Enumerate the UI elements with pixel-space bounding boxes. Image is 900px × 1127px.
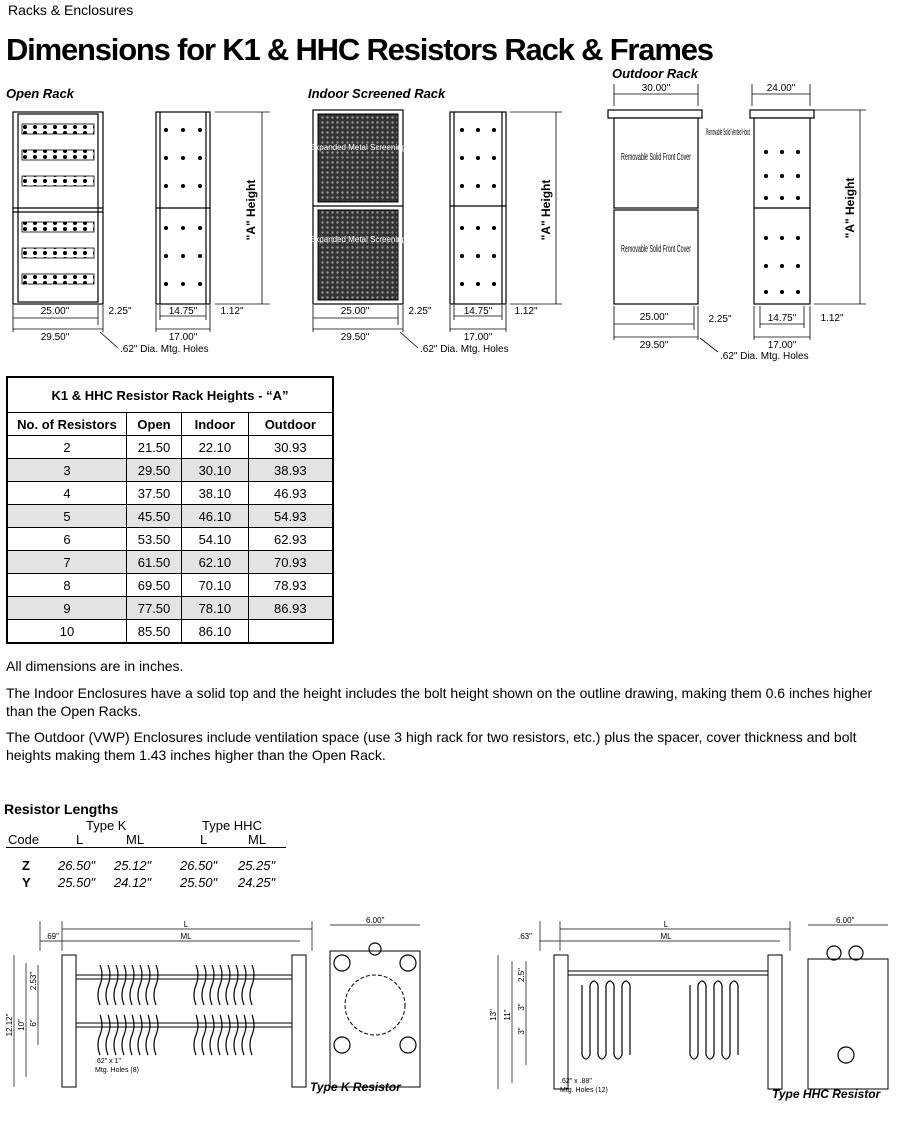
open-width-inner: 25.00" — [40, 306, 70, 317]
hhc-h2: 11" — [503, 1009, 512, 1021]
cell: 62.93 — [248, 528, 333, 551]
k-h3: 2.53" — [29, 971, 38, 991]
outdoor-edge: 2.25" — [708, 314, 732, 325]
outdoor-depth-outer: 17.00" — [767, 340, 797, 351]
cell: 86.10 — [182, 620, 249, 644]
outdoor-depth: 24.00" — [766, 83, 796, 94]
open-depth-edge: 1.12" — [220, 306, 244, 317]
note-units: All dimensions are in inches. — [6, 658, 184, 674]
type-hhc-drawing — [490, 915, 898, 1110]
cell: 38.93 — [248, 459, 333, 482]
cell: 38.10 — [182, 482, 249, 505]
k-L: L — [183, 920, 189, 929]
cell: 7 — [7, 551, 127, 574]
table-row — [7, 574, 333, 597]
hhc-h3: 2.5" — [517, 968, 526, 982]
cell: 10 — [7, 620, 127, 644]
cell: 2 — [7, 436, 127, 459]
y-h-l: 25.50" — [180, 875, 218, 890]
indoor-screen-label-2: Expanded Metal Screening — [309, 235, 407, 244]
cell: 9 — [7, 597, 127, 620]
k-width: 6.00" — [366, 916, 385, 925]
note-indoor: The Indoor Enclosures have a solid top and the height includes the bolt height shown on the outline drawing, making them 0.6 inches higher than the Open Racks. — [6, 685, 873, 719]
z-k-ml: 25.12" — [114, 858, 152, 873]
h-ml-header: ML — [248, 832, 267, 847]
page-title: Dimensions for K1 & HHC Resistors Rack & Frames — [6, 32, 713, 67]
indoor-screen-label-1: Expanded Metal Screening — [309, 143, 407, 152]
indoor-rack-label: Indoor Screened Rack — [308, 86, 446, 101]
hhc-h5: 3" — [517, 1027, 526, 1035]
table-row — [7, 551, 333, 574]
type-hhc-header: Type HHC — [202, 818, 262, 833]
outdoor-rack-label: Outdoor Rack — [612, 66, 698, 81]
cell: 8 — [7, 574, 127, 597]
note-outdoor: The Outdoor (VWP) Enclosures include ventilation space (use 3 high rack for two resistors, etc.) plus the spacer, cover thickness and bolt heights making them 1.43 inches higher than the Open Rack. — [6, 729, 857, 763]
cell: 77.50 — [127, 597, 182, 620]
open-edge: 2.25" — [108, 306, 132, 317]
cell: 30.93 — [248, 436, 333, 459]
hhc-left-off: .63" — [518, 932, 532, 941]
table-caption: K1 & HHC Resistor Rack Heights - “A” — [7, 377, 333, 413]
outdoor-cover-label-2: Removable Solid Front Cover — [621, 244, 692, 255]
indoor-height-label: "A" Height — [539, 179, 553, 241]
cell: 85.50 — [127, 620, 182, 644]
table-row — [7, 459, 333, 482]
indoor-holes: .62" Dia. Mtg. Holes — [420, 344, 509, 355]
indoor-rack-diagram — [300, 100, 600, 360]
table-row — [7, 505, 333, 528]
h-l-header: L — [200, 832, 208, 847]
header-outdoor: Outdoor — [248, 413, 333, 436]
open-depth-outer: 17.00" — [168, 332, 198, 343]
k-holes2: Mtg. Holes (8) — [95, 1067, 139, 1074]
k-left-off: .69" — [45, 932, 59, 941]
table-row — [7, 597, 333, 620]
outdoor-width-outer: 29.50" — [639, 340, 669, 351]
type-hhc-caption: Type HHC Resistor — [772, 1087, 881, 1101]
cell: 37.50 — [127, 482, 182, 505]
table-row — [7, 528, 333, 551]
hhc-h1: 13" — [489, 1009, 498, 1021]
k-h1: 12.12" — [5, 1013, 14, 1037]
outdoor-hood-label: Removable Solid Vented Hood — [706, 127, 750, 137]
hhc-holes1: .62" x .88" — [560, 1078, 592, 1085]
hhc-h4: 3" — [517, 1003, 526, 1011]
outdoor-width: 30.00" — [641, 83, 671, 94]
cell — [248, 620, 333, 644]
y-k-l: 25.50" — [58, 875, 96, 890]
cell: 86.93 — [248, 597, 333, 620]
outdoor-width-inner: 25.00" — [639, 312, 669, 323]
cell: 21.50 — [127, 436, 182, 459]
code-z: Z — [22, 858, 30, 873]
cell: 30.10 — [182, 459, 249, 482]
k-l-header: L — [76, 832, 84, 847]
rack-heights-table — [6, 376, 334, 644]
k-ml-header: ML — [126, 832, 145, 847]
indoor-depth-outer: 17.00" — [463, 332, 493, 343]
table-row — [7, 436, 333, 459]
cell: 4 — [7, 482, 127, 505]
outdoor-depth-edge: 1.12" — [820, 313, 844, 324]
cell: 54.10 — [182, 528, 249, 551]
cell: 62.10 — [182, 551, 249, 574]
hhc-L: L — [663, 920, 669, 929]
z-h-l: 26.50" — [180, 858, 218, 873]
cell: 54.93 — [248, 505, 333, 528]
hhc-holes2: Mtg. Holes (12) — [560, 1087, 608, 1094]
indoor-depth-inner: 14.75" — [463, 306, 493, 317]
open-depth-inner: 14.75" — [168, 306, 198, 317]
indoor-depth-edge: 1.12" — [514, 306, 538, 317]
cell: 29.50 — [127, 459, 182, 482]
code-y: Y — [22, 875, 31, 890]
cell: 3 — [7, 459, 127, 482]
cell: 70.93 — [248, 551, 333, 574]
type-k-drawing — [0, 915, 440, 1100]
indoor-width-inner: 25.00" — [340, 306, 370, 317]
cell: 46.93 — [248, 482, 333, 505]
cell: 53.50 — [127, 528, 182, 551]
outdoor-holes: .62" Dia. Mtg. Holes — [720, 351, 809, 362]
cell: 5 — [7, 505, 127, 528]
cell: 45.50 — [127, 505, 182, 528]
outdoor-height-label: "A" Height — [843, 177, 857, 239]
type-k-header: Type K — [86, 818, 127, 833]
cell: 69.50 — [127, 574, 182, 597]
hhc-width: 6.00" — [836, 916, 855, 925]
table-row — [7, 620, 333, 644]
cell: 6 — [7, 528, 127, 551]
header-no-resistors: No. of Resistors — [7, 413, 127, 436]
open-rack-label: Open Rack — [6, 86, 74, 101]
category-label: Racks & Enclosures — [8, 2, 134, 18]
z-h-ml: 25.25" — [238, 858, 276, 873]
y-k-ml: 24.12" — [114, 875, 152, 890]
k-holes1: .62" x 1" — [95, 1058, 121, 1065]
cell: 22.10 — [182, 436, 249, 459]
open-height-label: "A" Height — [244, 179, 258, 241]
cell: 70.10 — [182, 574, 249, 597]
outdoor-cover-label-1: Removable Solid Front Cover — [621, 152, 692, 163]
lengths-title: Resistor Lengths — [4, 801, 119, 817]
cell: 78.93 — [248, 574, 333, 597]
indoor-width-outer: 29.50" — [340, 332, 370, 343]
hhc-ML: ML — [660, 932, 672, 941]
z-k-l: 26.50" — [58, 858, 96, 873]
table-row — [7, 482, 333, 505]
type-k-caption: Type K Resistor — [310, 1080, 401, 1094]
k-h2: 10" — [17, 1019, 26, 1031]
outdoor-depth-inner: 14.75" — [767, 313, 797, 324]
k-h4: 6" — [29, 1019, 38, 1027]
open-width-outer: 29.50" — [40, 332, 70, 343]
k-ML: ML — [180, 932, 192, 941]
header-open: Open — [127, 413, 182, 436]
cell: 61.50 — [127, 551, 182, 574]
indoor-edge: 2.25" — [408, 306, 432, 317]
outdoor-rack-diagram — [600, 80, 898, 365]
open-rack-diagram — [0, 100, 300, 360]
open-holes: .62" Dia. Mtg. Holes — [120, 344, 209, 355]
y-h-ml: 24.25" — [238, 875, 276, 890]
header-indoor: Indoor — [182, 413, 249, 436]
code-header: Code — [8, 832, 40, 847]
cell: 46.10 — [182, 505, 249, 528]
cell: 78.10 — [182, 597, 249, 620]
